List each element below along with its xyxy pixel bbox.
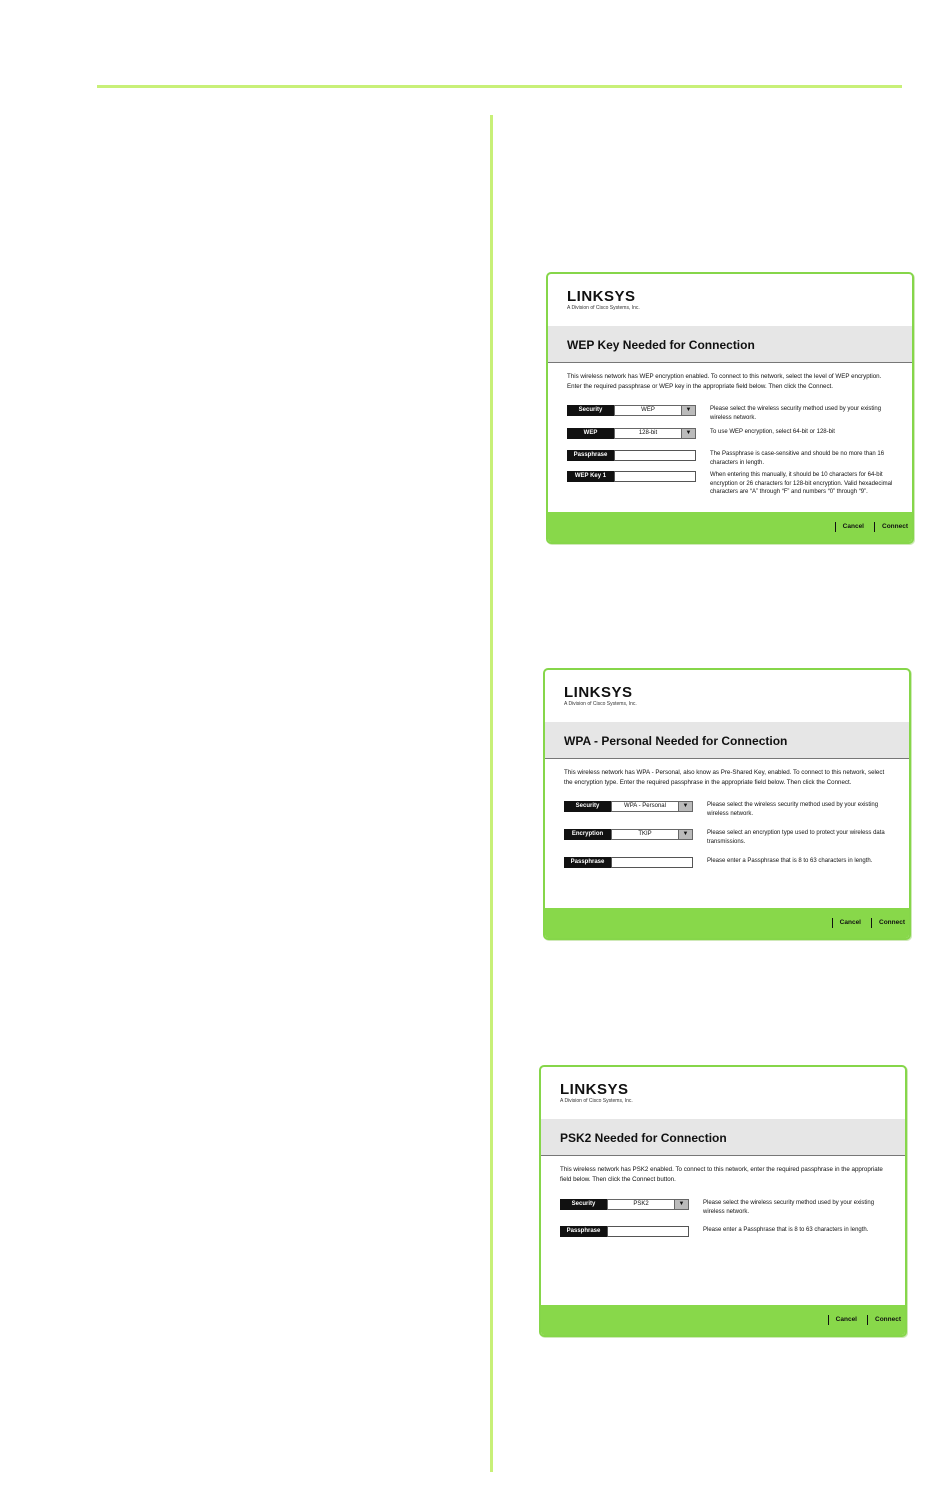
wep-level-select[interactable] xyxy=(614,428,696,439)
wep-key-help: When entering this manually, it should be 10 characters for 64-bit encryption or 26 characters for 128-bit encryption. Valid hexadecimal characters are “A” through “F” and numbers “0” through “9”. xyxy=(710,472,893,495)
encryption-label: Encryption xyxy=(564,829,611,840)
wep-key-input[interactable] xyxy=(614,471,696,482)
passphrase-label: Passphrase xyxy=(560,1226,607,1237)
chevron-down-icon[interactable]: ▼ xyxy=(681,406,695,415)
dialog-title: PSK2 Needed for Connection xyxy=(560,1131,727,1145)
dialog-footer xyxy=(541,1305,905,1335)
intro-text: This wireless network has WPA - Personal, also know as Pre-Shared Key, enabled. To connect to this network, select the encryption type. Enter the required passphrase in the appropriate field below. Then click the Connect. xyxy=(564,769,885,786)
security-help: Please select the wireless security method used by your existing wireless network. xyxy=(707,802,879,817)
wep-key-dialog xyxy=(546,272,914,544)
intro-text: This wireless network has PSK2 enabled. To connect to this network, enter the required passphrase in the appropriate field below. Then click the Connect button. xyxy=(560,1166,883,1183)
security-select[interactable] xyxy=(611,801,693,812)
passphrase-input[interactable] xyxy=(611,857,693,868)
security-label: Security xyxy=(567,405,614,416)
passphrase-help: Please enter a Passphrase that is 8 to 63 characters in length. xyxy=(703,1227,869,1233)
connect-button[interactable]: Connect xyxy=(867,1315,901,1325)
logo-subtitle: A Division of Cisco Systems, Inc. xyxy=(560,1098,633,1104)
title-bar xyxy=(545,722,909,759)
title-bar xyxy=(548,326,912,363)
wpa-personal-dialog xyxy=(543,668,911,940)
encryption-row xyxy=(564,829,894,857)
passphrase-help: Please enter a Passphrase that is 8 to 63 characters in length. xyxy=(707,858,873,864)
header-rule xyxy=(97,85,902,88)
passphrase-label: Passphrase xyxy=(564,857,611,868)
cancel-button[interactable]: Cancel xyxy=(828,1315,857,1325)
intro-text: This wireless network has WEP encryption enabled. To connect to this network, select the level of WEP encryption. Enter the required passphrase or WEP key in the appropriate field below. Then click the Connect. xyxy=(567,373,882,390)
linksys-logo: LINKSYS xyxy=(564,684,633,701)
wep-label: WEP xyxy=(567,428,614,439)
security-value: WEP xyxy=(641,407,655,413)
security-value: PSK2 xyxy=(633,1201,649,1207)
wep-help: To use WEP encryption, select 64-bit or 128-bit xyxy=(710,429,835,435)
security-select[interactable] xyxy=(614,405,696,416)
passphrase-input[interactable] xyxy=(614,450,696,461)
security-label: Security xyxy=(560,1199,607,1210)
security-help: Please select the wireless security method used by your existing wireless network. xyxy=(703,1200,875,1215)
dialog-title: WPA - Personal Needed for Connection xyxy=(564,734,788,748)
passphrase-row xyxy=(560,1226,890,1254)
wep-level-value: 128-bit xyxy=(638,430,658,436)
connect-button[interactable]: Connect xyxy=(871,918,905,928)
wep-key-row xyxy=(567,471,897,499)
title-bar xyxy=(541,1119,905,1156)
security-value: WPA - Personal xyxy=(624,803,666,809)
passphrase-help: The Passphrase is case-sensitive and should be no more than 16 characters in length. xyxy=(710,451,885,466)
passphrase-label: Passphrase xyxy=(567,450,614,461)
chevron-down-icon[interactable]: ▼ xyxy=(678,830,692,839)
logo-subtitle: A Division of Cisco Systems, Inc. xyxy=(567,305,640,311)
connect-button[interactable]: Connect xyxy=(874,522,908,532)
chevron-down-icon[interactable]: ▼ xyxy=(681,429,695,438)
cancel-button[interactable]: Cancel xyxy=(832,918,861,928)
security-help: Please select the wireless security method used by your existing wireless network. xyxy=(710,406,882,421)
logo-area xyxy=(545,670,909,722)
wep-key-label: WEP Key 1 xyxy=(567,471,614,482)
security-select[interactable] xyxy=(607,1199,689,1210)
chevron-down-icon[interactable]: ▼ xyxy=(678,802,692,811)
encryption-select[interactable] xyxy=(611,829,693,840)
cancel-button[interactable]: Cancel xyxy=(835,522,864,532)
column-divider xyxy=(490,115,493,1472)
dialog-footer xyxy=(545,908,909,938)
linksys-logo: LINKSYS xyxy=(560,1081,629,1098)
chevron-down-icon[interactable]: ▼ xyxy=(674,1200,688,1209)
encryption-help: Please select an encryption type used to protect your wireless data transmissions. xyxy=(707,830,885,845)
passphrase-row xyxy=(564,857,894,885)
dialog-footer xyxy=(548,512,912,542)
logo-area xyxy=(548,274,912,326)
logo-subtitle: A Division of Cisco Systems, Inc. xyxy=(564,701,637,707)
psk2-dialog xyxy=(539,1065,907,1337)
security-row xyxy=(560,1199,890,1227)
linksys-logo: LINKSYS xyxy=(567,288,636,305)
security-label: Security xyxy=(564,801,611,812)
logo-area xyxy=(541,1067,905,1119)
dialog-title: WEP Key Needed for Connection xyxy=(567,338,755,352)
passphrase-input[interactable] xyxy=(607,1226,689,1237)
encryption-value: TKIP xyxy=(638,831,652,837)
security-row xyxy=(564,801,894,829)
